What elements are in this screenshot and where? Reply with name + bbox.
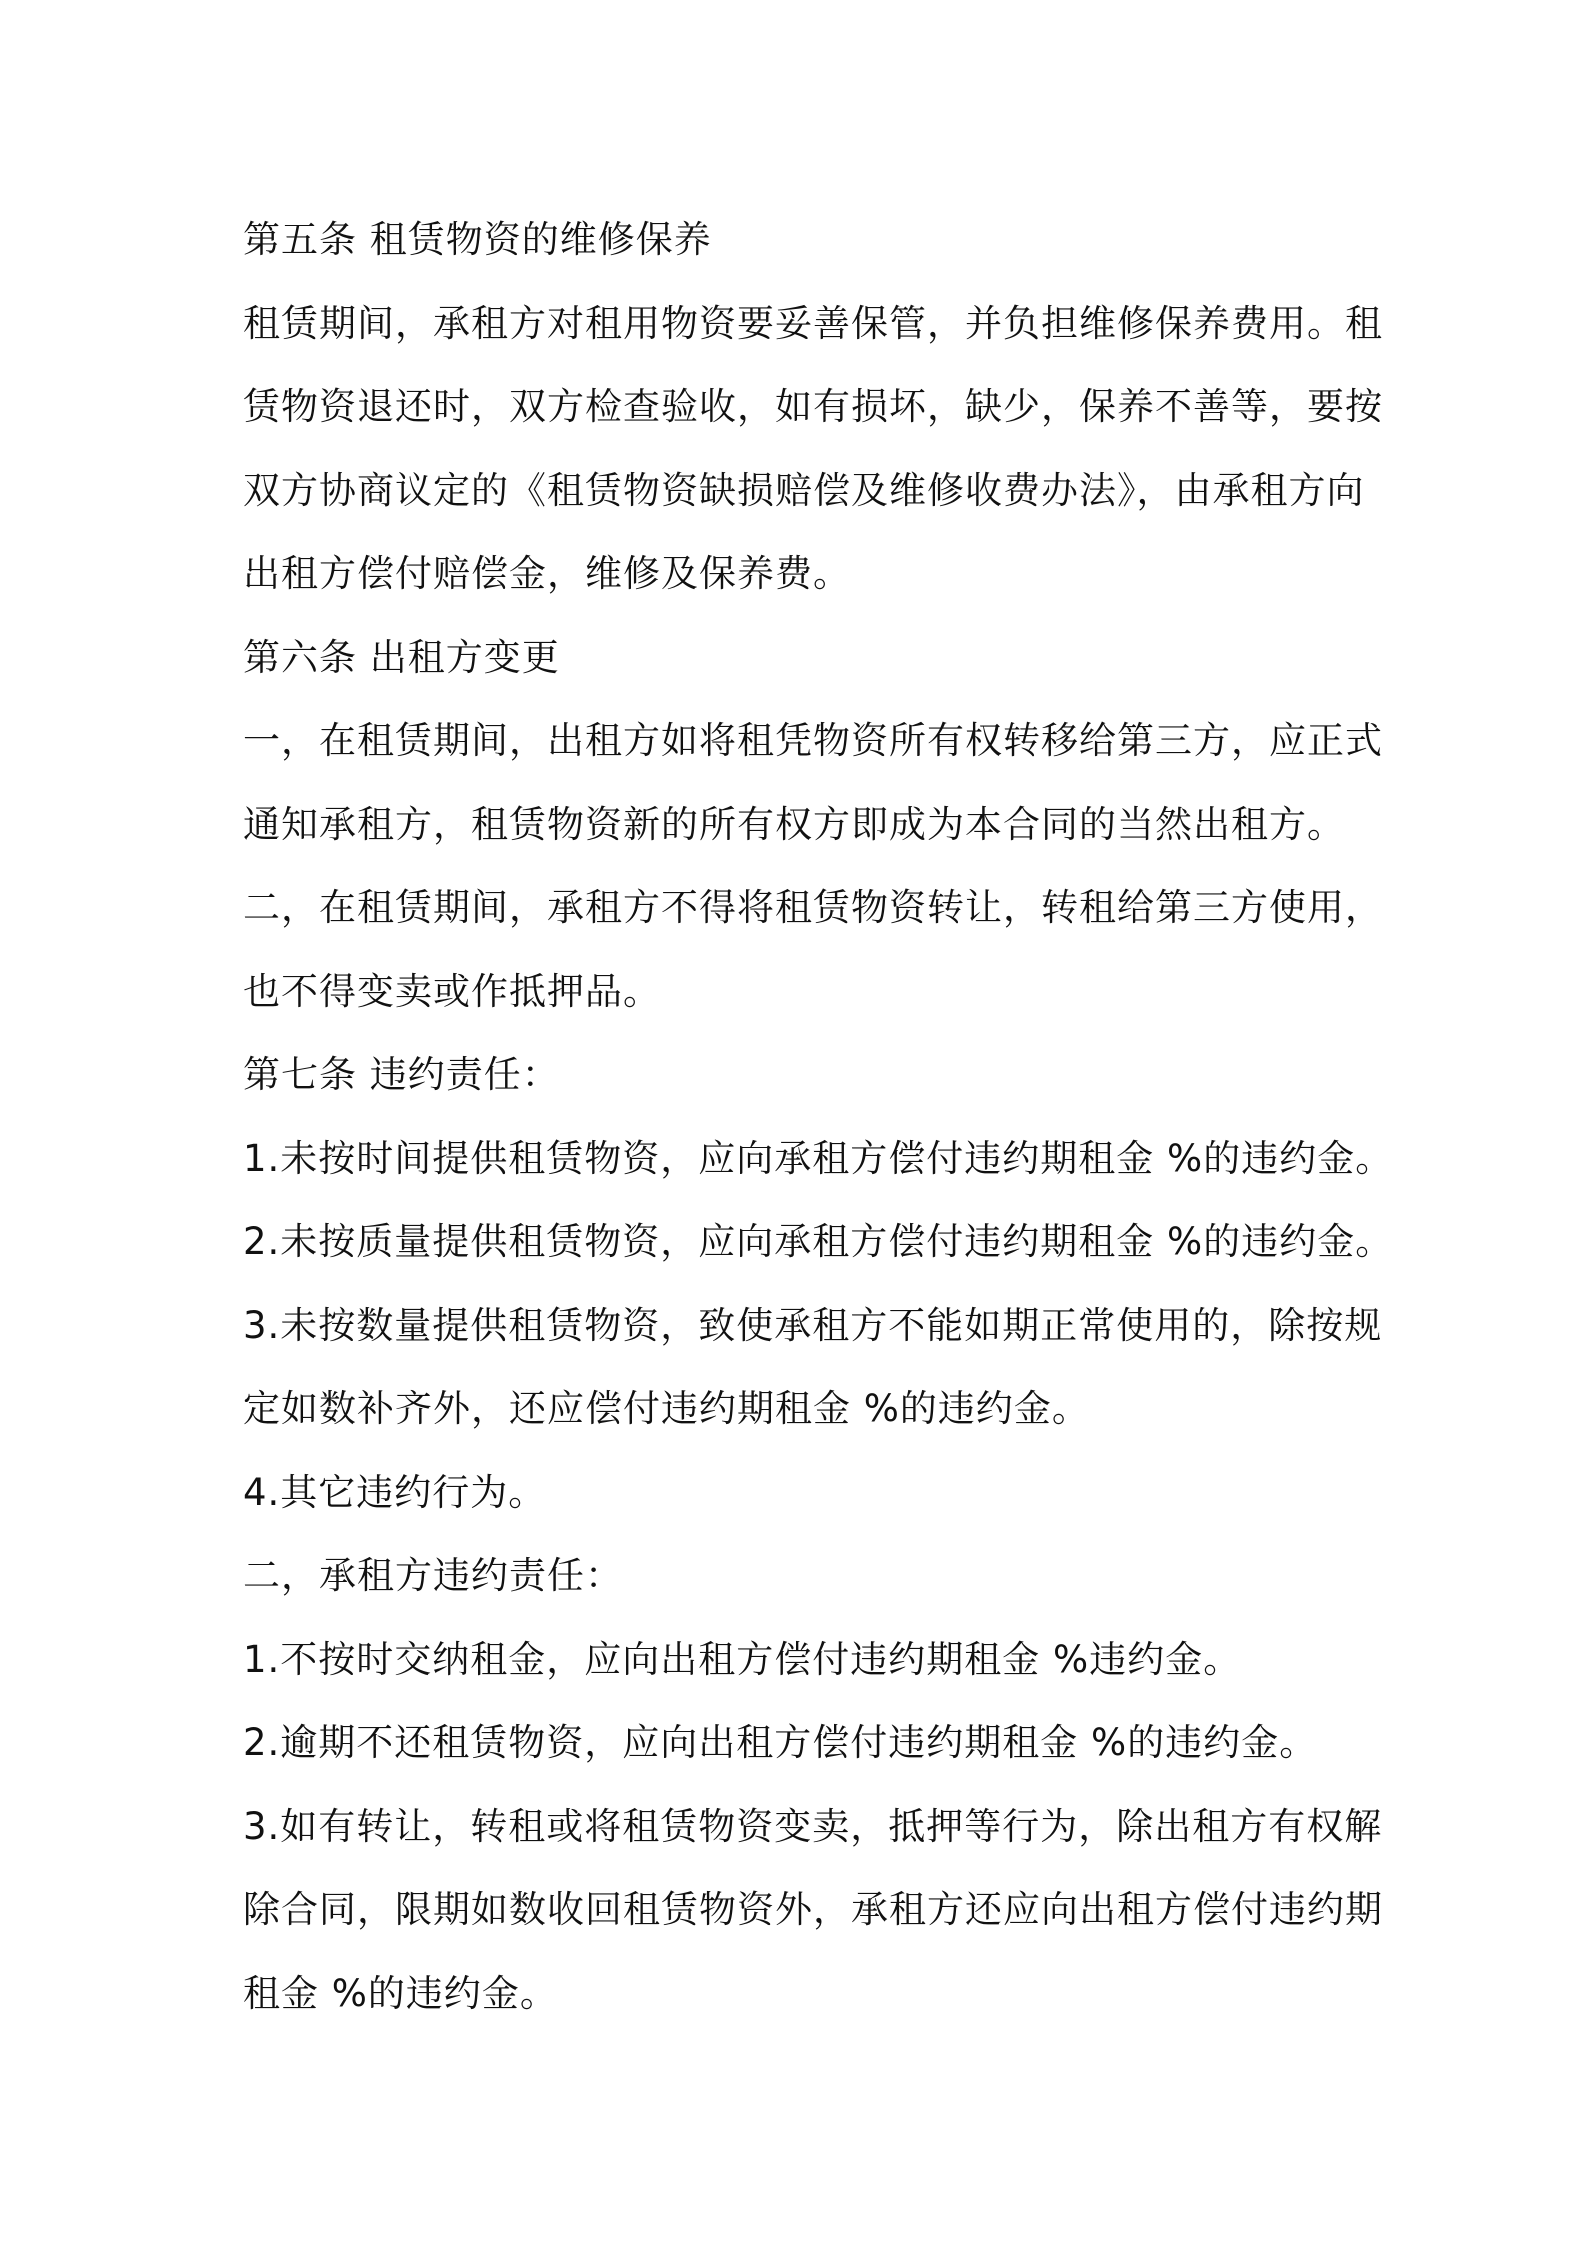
list-item: 1.未按时间提供租赁物资，应向承租方偿付违约期租金 %的违约金。: [243, 1136, 1394, 1180]
list-item: 3.未按数量提供租赁物资，致使承租方不能如期正常使用的，除按规: [243, 1303, 1383, 1347]
list-item-continuation: 定如数补齐外，还应偿付违约期租金 %的违约金。: [243, 1387, 1090, 1430]
paragraph-line: 二，在租赁期间，承租方不得将租赁物资转让，转租给第三方使用，: [243, 886, 1383, 929]
paragraph-line: 出租方偿付赔偿金，维修及保养费。: [243, 552, 851, 595]
article-7-heading: 第七条 违约责任：: [243, 1053, 560, 1096]
section-heading: 二，承租方违约责任：: [243, 1554, 623, 1597]
list-item-continuation: 租金 %的违约金。: [243, 1971, 558, 2015]
list-item: 4.其它违约行为。: [243, 1470, 547, 1514]
list-item: 2.未按质量提供租赁物资，应向承租方偿付违约期租金 %的违约金。: [243, 1220, 1394, 1263]
list-item: 1.不按时交纳租金，应向出租方偿付违约期租金 %违约金。: [243, 1637, 1242, 1681]
paragraph-line: 通知承租方，租赁物资新的所有权方即成为本合同的当然出租方。: [243, 802, 1345, 846]
paragraph-line: 双方协商议定的《租赁物资缺损赔偿及维修收费办法》，由承租方向: [243, 468, 1365, 512]
paragraph-line: 也不得变卖或作抵押品。: [243, 969, 661, 1013]
list-item: 2.逾期不还租赁物资，应向出租方偿付违约期租金 %的违约金。: [243, 1721, 1318, 1764]
paragraph-line: 租赁期间，承租方对租用物资要妥善保管，并负担维修保养费用。租: [243, 301, 1383, 345]
article-5-heading: 第五条 租赁物资的维修保养: [243, 218, 712, 261]
paragraph-line: 赁物资退还时，双方检查验收，如有损坏，缺少，保养不善等，要按: [243, 385, 1383, 428]
document-body: [243, 198, 1394, 2035]
article-6-heading: 第六条 出租方变更: [243, 635, 560, 679]
paragraph-line: 一，在租赁期间，出租方如将租凭物资所有权转移给第三方，应正式: [243, 719, 1383, 762]
list-item-continuation: 除合同，限期如数收回租赁物资外，承租方还应向出租方偿付违约期: [243, 1888, 1383, 1931]
list-item: 3.如有转让，转租或将租赁物资变卖，抵押等行为，除出租方有权解: [243, 1804, 1383, 1848]
